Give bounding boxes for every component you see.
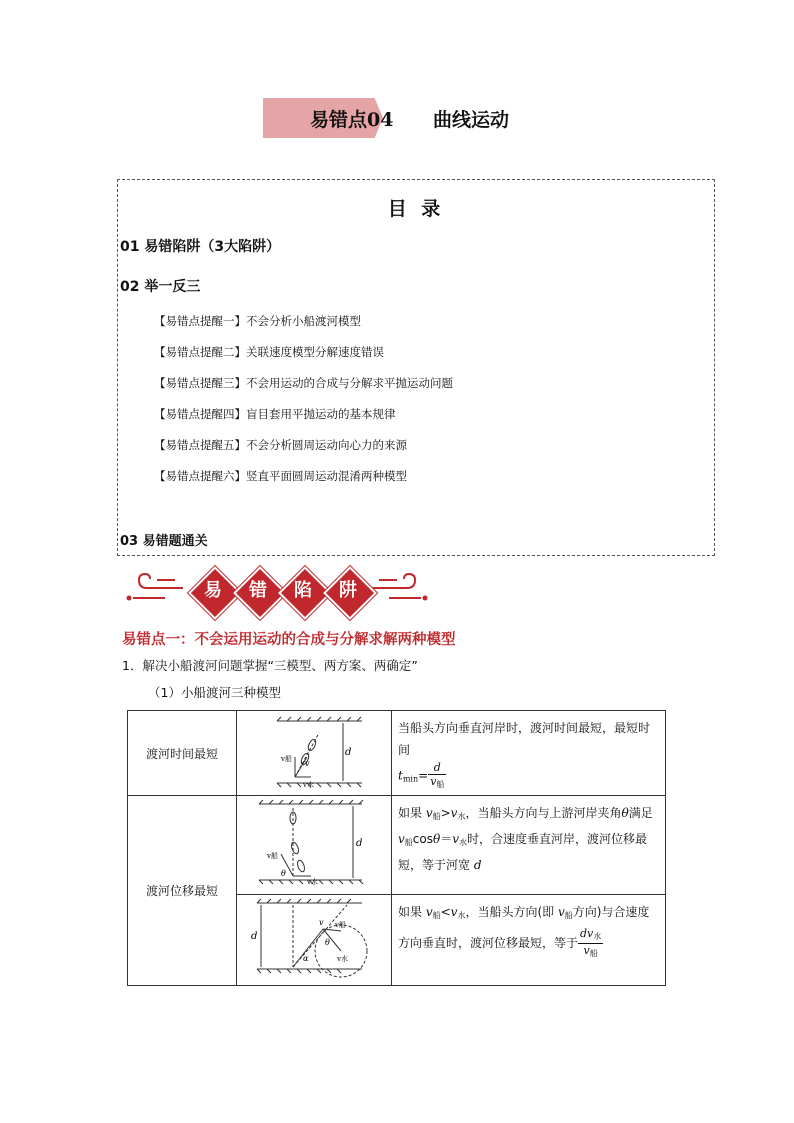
page-title: 曲线运动 — [433, 109, 510, 131]
banner-diamond: 阱 — [323, 566, 373, 616]
svg-text:v船: v船 — [335, 921, 346, 929]
banner-diamond: 易 — [188, 566, 238, 616]
svg-text:v水: v水 — [337, 955, 348, 963]
svg-text:v水: v水 — [307, 878, 318, 886]
svg-text:v: v — [305, 759, 310, 768]
paragraph: 1．解决小船渡河问题掌握“三模型、两方案、两确定” — [122, 658, 418, 673]
toc-section-1[interactable]: 01 易错陷阱（3大陷阱） — [120, 239, 281, 255]
toc-item[interactable]: 【易错点提醒二】关联速度模型分解速度错误 — [154, 345, 384, 359]
svg-text:v水: v水 — [303, 781, 314, 789]
svg-text:v船: v船 — [281, 755, 292, 763]
right-ornament-icon — [369, 570, 429, 606]
error-point-title: 易错点一：不会运用运动的合成与分解求解两种模型 — [122, 632, 456, 648]
boat-crossing-table — [127, 710, 666, 986]
page-title-number: 易错点04 — [310, 109, 394, 131]
svg-text:θ: θ — [281, 869, 286, 878]
row-label: 渡河时间最短 — [127, 710, 237, 796]
svg-text:v: v — [319, 918, 324, 927]
description-shortest-displacement-b: 如果 $v_船<v_水$，当船头方向(即 $v_船$方向)与合速度方向垂直时，渡河位移最短，等于 $\frac{dv_水}{v_船}$ — [391, 894, 666, 986]
table-of-contents — [117, 179, 715, 556]
toc-item-list — [154, 311, 453, 497]
description-shortest-time: 当船头方向垂直河岸时，渡河时间最短，最短时间 $t_{min}=$ $\frac{d}{v_船}$ — [391, 710, 666, 796]
paragraph: （1）小船渡河三种模型 — [148, 685, 281, 700]
toc-item[interactable]: 【易错点提醒四】盲目套用平抛运动的基本规律 — [154, 407, 396, 421]
svg-text:θ: θ — [325, 938, 330, 947]
banner-diamond: 陷 — [278, 566, 328, 616]
row-label: 渡河位移最短 — [127, 795, 237, 986]
svg-text:d: d — [251, 931, 258, 942]
svg-text:d: d — [356, 838, 363, 849]
toc-item[interactable]: 【易错点提醒一】不会分析小船渡河模型 — [154, 314, 361, 328]
banner-diamond: 错 — [233, 566, 283, 616]
svg-text:α: α — [303, 954, 309, 963]
figure-shortest-displacement-b — [236, 894, 392, 986]
description-shortest-displacement-a: 如果 $v_船>v_水$，当船头方向与上游河岸夹角θ满足$v_船\cos\theta=v_水$时，合速度垂直河岸，渡河位移最短，等于河宽 d — [391, 795, 666, 895]
toc-item[interactable]: 【易错点提醒六】竖直平面圆周运动混淆两种模型 — [154, 469, 407, 483]
figure-shortest-time — [236, 710, 392, 796]
toc-item[interactable]: 【易错点提醒三】不会用运动的合成与分解求平抛运动问题 — [154, 376, 453, 390]
left-ornament-icon — [125, 570, 185, 606]
toc-heading: 目 录 — [387, 198, 445, 220]
toc-section-2[interactable]: 02 举一反三 — [120, 279, 201, 295]
toc-section-3[interactable]: 03 易错题通关 — [120, 534, 208, 549]
svg-text:d: d — [345, 747, 352, 758]
svg-text:v船: v船 — [267, 852, 278, 860]
figure-shortest-displacement-a — [236, 795, 392, 895]
toc-item[interactable]: 【易错点提醒五】不会分析圆周运动向心力的来源 — [154, 438, 407, 452]
